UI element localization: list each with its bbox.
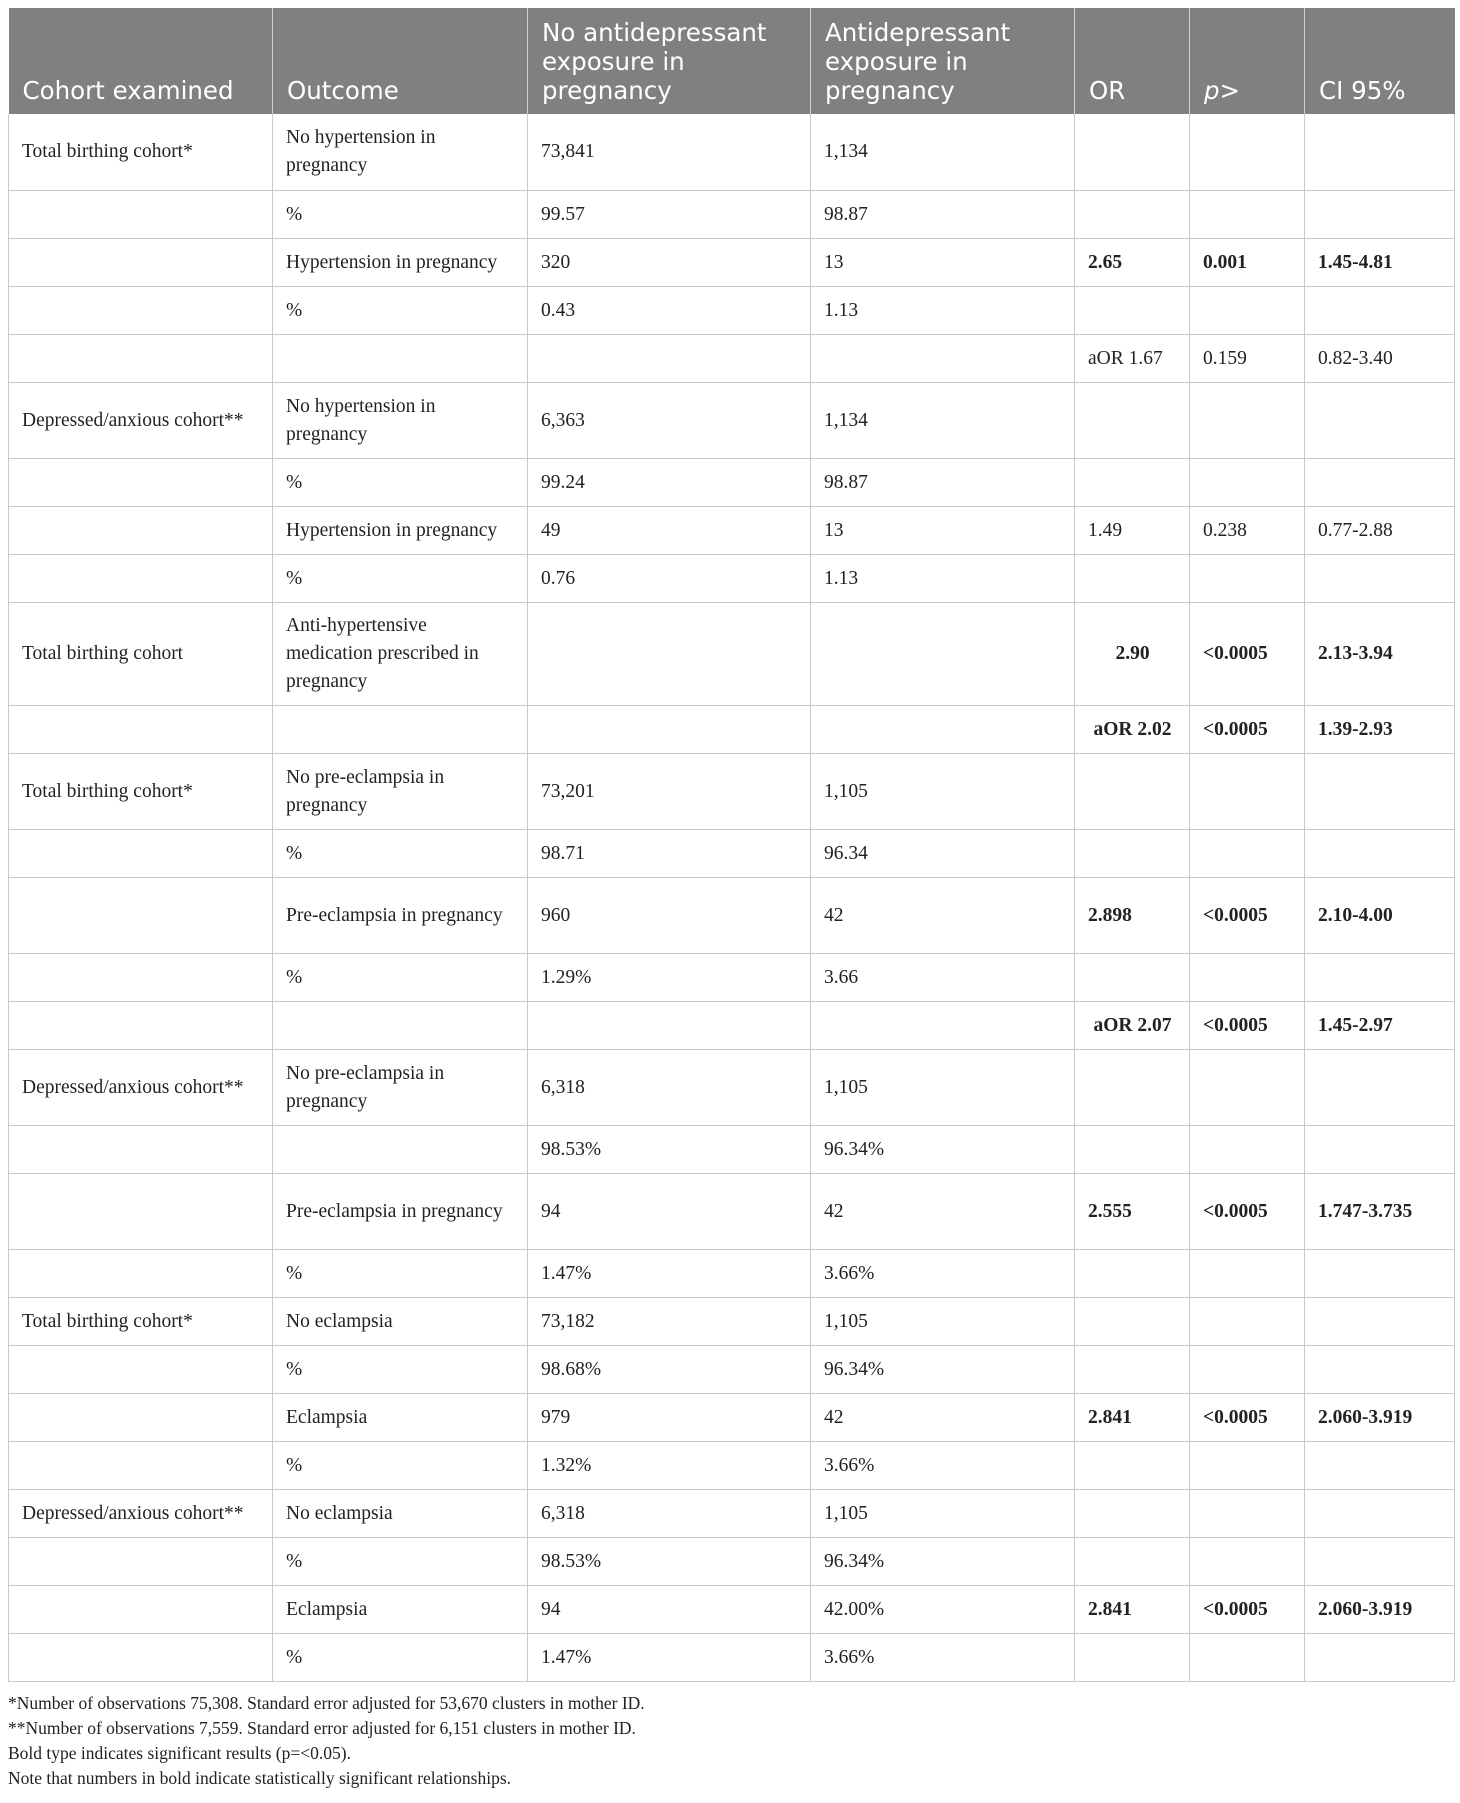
cell-p [1190,1345,1305,1393]
cell-outcome: % [273,1537,528,1585]
cell-no-exposure: 73,201 [528,753,811,829]
cell-p: <0.0005 [1190,602,1305,705]
cell-no-exposure: 1.29% [528,953,811,1001]
cell-exposure: 1,105 [811,1297,1075,1345]
cell-or [1075,1633,1190,1681]
cell-cohort: Total birthing cohort [9,602,273,705]
header-p [1190,8,1305,114]
cell-cohort [9,506,273,554]
cell-ci: 1.45-2.97 [1305,1001,1455,1049]
cell-p: <0.0005 [1190,1393,1305,1441]
cell-or [1075,190,1190,238]
cell-or [1075,554,1190,602]
cell-outcome: % [273,1345,528,1393]
cell-ci [1305,286,1455,334]
table-row [9,286,1455,334]
cell-cohort [9,1585,273,1633]
cell-p [1190,1049,1305,1125]
cell-no-exposure: 960 [528,877,811,953]
results-table [8,8,1455,1682]
table-row [9,753,1455,829]
cell-ci [1305,554,1455,602]
cell-outcome: No pre-eclampsia in pregnancy [273,1049,528,1125]
cell-ci: 2.060-3.919 [1305,1393,1455,1441]
cell-p [1190,953,1305,1001]
table-row [9,1297,1455,1345]
cell-p: <0.0005 [1190,877,1305,953]
cell-ci [1305,829,1455,877]
cell-or: 2.65 [1075,238,1190,286]
table-row [9,1633,1455,1681]
table-row [9,1249,1455,1297]
cell-exposure: 13 [811,238,1075,286]
cell-or [1075,953,1190,1001]
cell-or [1075,1249,1190,1297]
header-outcome: Outcome [273,8,528,114]
cell-outcome: Anti-hypertensive medication prescribed in pregnancy [273,602,528,705]
footnote: Note that numbers in bold indicate statistically significant relationships. [8,1767,512,1788]
cell-ci: 2.10-4.00 [1305,877,1455,953]
table-row [9,829,1455,877]
cell-ci [1305,1441,1455,1489]
cell-no-exposure [528,1001,811,1049]
cell-cohort [9,1537,273,1585]
cell-exposure [811,1001,1075,1049]
cell-exposure: 1,134 [811,114,1075,190]
cell-or [1075,382,1190,458]
cell-or [1075,1049,1190,1125]
header-ci: CI 95% [1305,8,1455,114]
cell-exposure: 96.34% [811,1345,1075,1393]
table-header [9,8,1455,114]
cell-exposure: 98.87 [811,458,1075,506]
cell-no-exposure: 99.57 [528,190,811,238]
table-row [9,1441,1455,1489]
cell-ci: 2.13-3.94 [1305,602,1455,705]
cell-exposure: 1.13 [811,554,1075,602]
cell-p [1190,1633,1305,1681]
cell-no-exposure: 73,841 [528,114,811,190]
cell-outcome: Pre-eclampsia in pregnancy [273,877,528,953]
table-row [9,1585,1455,1633]
cell-exposure [811,602,1075,705]
cell-outcome: No eclampsia [273,1297,528,1345]
table-row [9,1049,1455,1125]
table-footnotes [8,1691,1454,1791]
cell-outcome [273,705,528,753]
cell-exposure: 3.66% [811,1249,1075,1297]
cell-p [1190,554,1305,602]
cell-p [1190,1537,1305,1585]
cell-exposure: 96.34% [811,1125,1075,1173]
cell-ci: 0.82-3.40 [1305,334,1455,382]
cell-p: <0.0005 [1190,705,1305,753]
table-row [9,1489,1455,1537]
cell-p: <0.0005 [1190,1173,1305,1249]
cell-or: 2.555 [1075,1173,1190,1249]
cell-p [1190,829,1305,877]
cell-exposure: 1,105 [811,753,1075,829]
cell-p [1190,458,1305,506]
cell-no-exposure: 6,363 [528,382,811,458]
table-row [9,1537,1455,1585]
cell-cohort: Total birthing cohort* [9,1297,273,1345]
cell-or: 2.898 [1075,877,1190,953]
cell-outcome: % [273,286,528,334]
cell-or: 2.841 [1075,1393,1190,1441]
cell-outcome: % [273,1249,528,1297]
cell-p: 0.238 [1190,506,1305,554]
cell-cohort [9,1633,273,1681]
cell-ci: 1.39-2.93 [1305,705,1455,753]
header-cohort: Cohort examined [9,8,273,114]
cell-outcome: % [273,458,528,506]
cell-no-exposure: 979 [528,1393,811,1441]
cell-ci [1305,1297,1455,1345]
cell-cohort [9,953,273,1001]
cell-exposure: 42 [811,1173,1075,1249]
cell-cohort [9,829,273,877]
cell-p: <0.0005 [1190,1585,1305,1633]
cell-exposure: 96.34 [811,829,1075,877]
cell-exposure: 1,134 [811,382,1075,458]
cell-exposure: 1.13 [811,286,1075,334]
cell-ci [1305,1249,1455,1297]
cell-outcome: Hypertension in pregnancy [273,238,528,286]
table-row [9,458,1455,506]
cell-outcome: % [273,1633,528,1681]
cell-p: 0.159 [1190,334,1305,382]
cell-or: 1.49 [1075,506,1190,554]
cell-p [1190,1249,1305,1297]
cell-p [1190,382,1305,458]
table-row [9,705,1455,753]
cell-or [1075,114,1190,190]
cell-exposure: 42 [811,877,1075,953]
cell-no-exposure: 98.53% [528,1125,811,1173]
cell-ci [1305,1049,1455,1125]
cell-ci [1305,382,1455,458]
cell-ci [1305,458,1455,506]
cell-exposure [811,334,1075,382]
cell-or: aOR 2.07 [1075,1001,1190,1049]
cell-p [1190,753,1305,829]
cell-cohort [9,458,273,506]
cell-ci [1305,1489,1455,1537]
cell-cohort: Total birthing cohort* [9,114,273,190]
header-p-label: p> [1204,76,1241,105]
cell-no-exposure: 94 [528,1173,811,1249]
table-row [9,877,1455,953]
table-row [9,1393,1455,1441]
cell-cohort [9,877,273,953]
cell-no-exposure: 1.32% [528,1441,811,1489]
cell-no-exposure [528,334,811,382]
cell-no-exposure: 0.76 [528,554,811,602]
cell-outcome: No eclampsia [273,1489,528,1537]
cell-exposure: 42.00% [811,1585,1075,1633]
cell-cohort [9,334,273,382]
cell-or [1075,829,1190,877]
cell-exposure: 96.34% [811,1537,1075,1585]
cell-no-exposure: 0.43 [528,286,811,334]
cell-cohort [9,286,273,334]
cell-cohort: Depressed/anxious cohort** [9,1049,273,1125]
cell-no-exposure: 98.68% [528,1345,811,1393]
cell-cohort [9,554,273,602]
header-no-exposure: No antidepressant exposure in pregnancy [528,8,811,114]
cell-no-exposure: 1.47% [528,1249,811,1297]
cell-cohort: Depressed/anxious cohort** [9,382,273,458]
cell-p [1190,1297,1305,1345]
cell-no-exposure [528,602,811,705]
cell-p: <0.0005 [1190,1001,1305,1049]
cell-p [1190,114,1305,190]
cell-no-exposure: 6,318 [528,1489,811,1537]
cell-cohort [9,190,273,238]
cell-p [1190,286,1305,334]
cell-ci: 1.45-4.81 [1305,238,1455,286]
cell-or [1075,1125,1190,1173]
cell-or: 2.90 [1075,602,1190,705]
cell-no-exposure: 98.53% [528,1537,811,1585]
cell-outcome: % [273,829,528,877]
cell-ci: 1.747-3.735 [1305,1173,1455,1249]
cell-or [1075,1537,1190,1585]
table-row [9,602,1455,705]
table-row [9,1001,1455,1049]
cell-outcome: Pre-eclampsia in pregnancy [273,1173,528,1249]
cell-exposure: 1,105 [811,1049,1075,1125]
cell-no-exposure: 99.24 [528,458,811,506]
cell-no-exposure: 49 [528,506,811,554]
cell-no-exposure: 98.71 [528,829,811,877]
table-body [9,114,1455,1681]
table-row [9,1345,1455,1393]
table-row [9,1125,1455,1173]
cell-ci: 0.77-2.88 [1305,506,1455,554]
cell-exposure: 98.87 [811,190,1075,238]
cell-outcome: Hypertension in pregnancy [273,506,528,554]
cell-or [1075,1489,1190,1537]
cell-cohort [9,1345,273,1393]
cell-outcome: No pre-eclampsia in pregnancy [273,753,528,829]
cell-or: aOR 2.02 [1075,705,1190,753]
cell-exposure: 3.66 [811,953,1075,1001]
table-row [9,334,1455,382]
cell-outcome: % [273,190,528,238]
cell-or: 2.841 [1075,1585,1190,1633]
table-row [9,114,1455,190]
cell-ci [1305,114,1455,190]
cell-p [1190,1441,1305,1489]
cell-exposure: 13 [811,506,1075,554]
table-row [9,506,1455,554]
cell-ci [1305,1537,1455,1585]
cell-exposure: 42 [811,1393,1075,1441]
cell-outcome: No hypertension in pregnancy [273,382,528,458]
cell-outcome: Eclampsia [273,1585,528,1633]
cell-exposure: 1,105 [811,1489,1075,1537]
footnote: *Number of observations 75,308. Standard error adjusted for 53,670 clusters in mother ID. [8,1692,645,1713]
cell-no-exposure [528,705,811,753]
footnote: **Number of observations 7,559. Standard error adjusted for 6,151 clusters in mother ID. [8,1717,636,1738]
cell-ci [1305,1125,1455,1173]
cell-ci [1305,953,1455,1001]
cell-exposure [811,705,1075,753]
results-table-container [8,8,1454,1791]
cell-cohort: Depressed/anxious cohort** [9,1489,273,1537]
cell-or [1075,458,1190,506]
cell-no-exposure: 94 [528,1585,811,1633]
cell-outcome: % [273,554,528,602]
header-row [9,8,1455,114]
cell-no-exposure: 73,182 [528,1297,811,1345]
table-row [9,190,1455,238]
cell-p [1190,190,1305,238]
cell-p: 0.001 [1190,238,1305,286]
cell-outcome [273,1125,528,1173]
cell-p [1190,1489,1305,1537]
cell-ci [1305,1633,1455,1681]
cell-cohort [9,1249,273,1297]
table-row [9,382,1455,458]
cell-cohort [9,1001,273,1049]
cell-ci [1305,1345,1455,1393]
cell-cohort [9,1393,273,1441]
table-row [9,238,1455,286]
cell-cohort [9,1441,273,1489]
table-row [9,953,1455,1001]
cell-outcome [273,334,528,382]
cell-outcome [273,1001,528,1049]
cell-cohort [9,238,273,286]
cell-p [1190,1125,1305,1173]
header-or: OR [1075,8,1190,114]
cell-or [1075,1441,1190,1489]
cell-cohort: Total birthing cohort* [9,753,273,829]
cell-cohort [9,705,273,753]
table-row [9,554,1455,602]
cell-cohort [9,1173,273,1249]
cell-ci [1305,753,1455,829]
cell-or [1075,286,1190,334]
cell-outcome: % [273,1441,528,1489]
header-exposure: Antidepressant exposure in pregnancy [811,8,1075,114]
cell-or [1075,1297,1190,1345]
cell-or [1075,1345,1190,1393]
cell-no-exposure: 1.47% [528,1633,811,1681]
cell-exposure: 3.66% [811,1633,1075,1681]
footnote: Bold type indicates significant results (p=<0.05). [8,1742,351,1763]
cell-or [1075,753,1190,829]
cell-ci: 2.060-3.919 [1305,1585,1455,1633]
cell-exposure: 3.66% [811,1441,1075,1489]
cell-or: aOR 1.67 [1075,334,1190,382]
cell-cohort [9,1125,273,1173]
table-row [9,1173,1455,1249]
cell-outcome: Eclampsia [273,1393,528,1441]
cell-no-exposure: 6,318 [528,1049,811,1125]
cell-outcome: % [273,953,528,1001]
cell-ci [1305,190,1455,238]
cell-no-exposure: 320 [528,238,811,286]
cell-outcome: No hypertension in pregnancy [273,114,528,190]
